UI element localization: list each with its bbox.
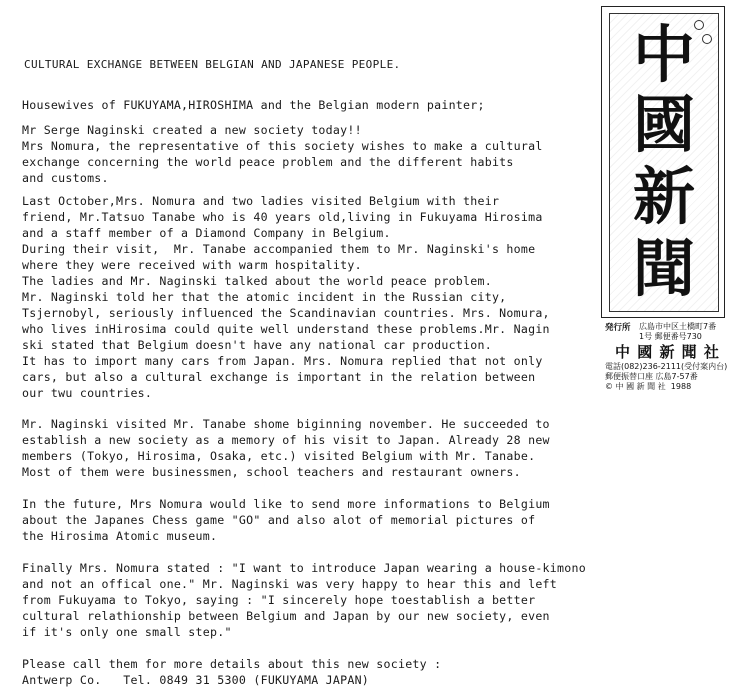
masthead-frame	[601, 6, 725, 318]
publisher-postal: 郵便振替口座 広島7-57番	[605, 372, 698, 381]
article-line: from Fukuyama to Tokyo, saying : "I sincerely hope toestablish a better	[22, 593, 536, 607]
logo-character: 中	[632, 18, 695, 91]
article-line: Finally Mrs. Nomura stated : "I want to introduce Japan wearing a house-kimono	[22, 561, 586, 575]
contact-phone: Antwerp Co. Tel. 0849 31 5300 (FUKUYAMA JAPAN)	[22, 673, 370, 687]
article-line: establish a new society as a memory of his visit to Japan. Already 28 new	[22, 433, 550, 447]
article-line: Mr. Naginski told her that the atomic incident in the Russian city,	[22, 290, 507, 304]
article-line: cars, but also a cultural exchange is important in the relation between	[22, 370, 536, 384]
article-line: and not an offical one." Mr. Naginski was very happy to hear this and left	[22, 577, 558, 591]
article-line: who lives inHirosima could quite well understand these problems.Mr. Nagin	[22, 322, 550, 336]
article-title: CULTURAL EXCHANGE BETWEEN BELGIAN AND JAPANESE PEOPLE.	[24, 58, 401, 71]
article-line: Mr. Naginski visited Mr. Tanabe shome biginning november. He succeeded to	[22, 417, 550, 431]
article-line: In the future, Mrs Nomura would like to send more informations to Belgium	[22, 497, 550, 511]
publisher-copyright: © 中 國 新 聞 社 1988	[605, 382, 692, 391]
publisher-name: 中 國 新 聞 社	[615, 343, 720, 361]
article-line: Housewives of FUKUYAMA,HIROSHIMA and the Belgian modern painter;	[22, 98, 485, 112]
article-line: and a staff member of a Diamond Company in Belgium.	[22, 226, 391, 240]
article-line: ski stated that Belgium doesn't have any national car production.	[22, 338, 492, 352]
article-line: members (Tokyo, Hirosima, Osaka, etc.) visited Belgium with Mr. Tanabe.	[22, 449, 536, 463]
logo-character: 國	[632, 88, 695, 161]
article-line: It has to import many cars from Japan. Mrs. Nomura replied that not only	[22, 354, 543, 368]
article-line: where they were received with warm hospitality.	[22, 258, 362, 272]
publisher-address: 広島市中区土橋町7番	[639, 322, 717, 331]
article-line: cultural relathionship between Belgium and Japan by our new society, even	[22, 609, 550, 623]
article-line: The ladies and Mr. Naginski talked about the world peace problem.	[22, 274, 492, 288]
article-line: Most of them were businessmen, school teachers and restaurant owners.	[22, 465, 521, 479]
article-line: exchange concerning the world peace problem and the different habits	[22, 155, 514, 169]
article-line: Mrs Nomura, the representative of this society wishes to make a cultural	[22, 139, 543, 153]
article-line: friend, Mr.Tatsuo Tanabe who is 40 years old,living in Fukuyama Hirosima	[22, 210, 543, 224]
masthead-logo-panel	[609, 13, 719, 312]
article-line: about the Japanes Chess game "GO" and also alot of memorial pictures of	[22, 513, 536, 527]
logo-character: 聞	[632, 232, 695, 305]
article-line: Tsjernobyl, seriously influenced the Scandinavian countries. Mrs. Nomura,	[22, 306, 550, 320]
publisher-address: 1号 郵便番号730	[639, 332, 702, 341]
article-line: Last October,Mrs. Nomura and two ladies visited Belgium with their	[22, 194, 500, 208]
article-line: Mr Serge Naginski created a new society today!!	[22, 123, 362, 137]
article-line: and customs.	[22, 171, 109, 185]
article-line: During their visit, Mr. Tanabe accompanied them to Mr. Naginski's home	[22, 242, 536, 256]
publisher-label: 発行所	[605, 323, 631, 333]
newspaper-masthead	[601, 6, 728, 391]
article-line: if it's only one small step."	[22, 625, 232, 639]
article-line: the Hirosima Atomic museum.	[22, 529, 218, 543]
article-line: our twu countries.	[22, 386, 153, 400]
contact-line: Please call them for more details about this new society :	[22, 657, 442, 671]
logo-character: 新	[632, 160, 695, 233]
publisher-phone: 電話(082)236-2111(受付案内台)	[605, 362, 728, 371]
